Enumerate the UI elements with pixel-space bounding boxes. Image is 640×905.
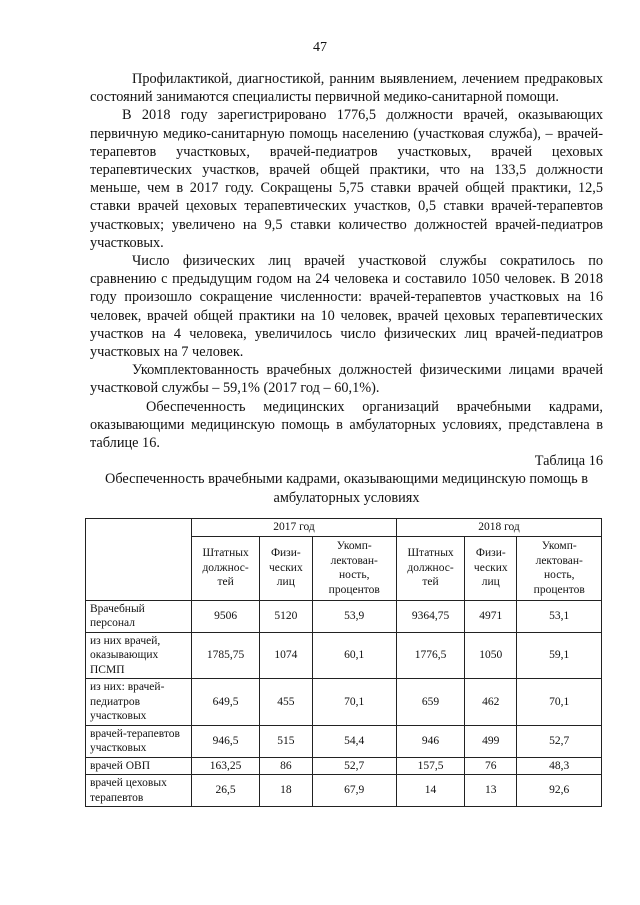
table-cell: 455 — [260, 679, 312, 726]
table-cell: 53,9 — [312, 600, 396, 632]
header-year-2018: 2018 год — [396, 519, 601, 537]
table-cell: 67,9 — [312, 775, 396, 807]
table-label: Таблица 16 — [534, 453, 603, 470]
page-number: 47 — [313, 40, 327, 55]
table-cell: 1074 — [260, 632, 312, 679]
table-row — [86, 725, 602, 757]
header-individuals: Физи-ческих лиц — [260, 536, 312, 600]
table-cell: 499 — [465, 725, 517, 757]
table-cell: 70,1 — [517, 679, 602, 726]
table-cell: 48,3 — [517, 757, 602, 775]
header-staffing-level: Укомп-лектован-ность, процентов — [517, 536, 602, 600]
table-cell: 76 — [465, 757, 517, 775]
table-row — [86, 600, 602, 632]
table-cell: 70,1 — [312, 679, 396, 726]
table-cell: 13 — [465, 775, 517, 807]
header-staff-positions: Штатных должнос-тей — [192, 536, 260, 600]
paragraph-4: Укомплектованность врачебных должностей физическими лицами врачей участковой службы – 59,1% (2017 год – 60,1%). — [90, 362, 603, 397]
table-cell: 1785,75 — [192, 632, 260, 679]
table-cell: 1776,5 — [396, 632, 464, 679]
table-cell: 52,7 — [517, 725, 602, 757]
table-title: Обеспеченность врачебными кадрами, оказывающими медицинскую помощь в амбулаторных условиях — [105, 471, 588, 506]
table-cell: 14 — [396, 775, 464, 807]
table-row — [86, 757, 602, 775]
table-row — [86, 775, 602, 807]
table-row — [86, 632, 602, 679]
header-individuals: Физи-ческих лиц — [465, 536, 517, 600]
table-cell: 649,5 — [192, 679, 260, 726]
paragraph-3: Число физических лиц врачей участковой службы сократилось по сравнению с предыдущим годом на 24 человека и составило 1050 человек. В 2018 году произошло сокращение численности: врачей-терапевтов участковых на 16 человек, врачей общей практики на 10 человек, врачей цеховых терапевтических участков на 4 человека, увеличилось число физических лиц врачей-педиатров участковых на 7 человек. — [90, 253, 603, 361]
table-cell: 1050 — [465, 632, 517, 679]
paragraph-2: В 2018 году зарегистрировано 1776,5 должности врачей, оказывающих первичную медико-санитарную помощь населению (участковая служба), – врачей-терапевтов участковых, врачей-педиатров участковых, врачей цеховых терапевтических участков, врачей общей практики, что на 133,5 должности меньше, чем в 2017 году. Сокращены 5,75 ставки врачей общей практики, 12,5 ставки врачей цеховых терапевтических участков, 0,5 ставки врачей-терапевтов участковых; увеличено на 9,5 ставки количество должностей врачей-педиатров участковых. — [90, 107, 603, 251]
table-cell: 26,5 — [192, 775, 260, 807]
paragraph-1: Профилактикой, диагностикой, ранним выявлением, лечением предраковых состояний занимаются специалисты первичной медико-санитарной помощи. — [90, 71, 603, 106]
header-staff-positions: Штатных должнос-тей — [396, 536, 464, 600]
row-label: врачей ОВП — [86, 757, 192, 775]
row-label: врачей-терапевтов участковых — [86, 725, 192, 757]
table-cell: 53,1 — [517, 600, 602, 632]
table-cell: 4971 — [465, 600, 517, 632]
row-label: Врачебный персонал — [86, 600, 192, 632]
table-cell: 86 — [260, 757, 312, 775]
table-cell: 515 — [260, 725, 312, 757]
header-staffing-level: Укомп-лектован-ность, процентов — [312, 536, 396, 600]
row-label: врачей цеховых терапевтов — [86, 775, 192, 807]
row-label: из них: врачей-педиатров участковых — [86, 679, 192, 726]
header-year-2017: 2017 год — [192, 519, 397, 537]
table-cell: 462 — [465, 679, 517, 726]
paragraph-5: Обеспеченность медицинских организаций врачебными кадрами, оказывающими медицинскую помощь в амбулаторных условиях, представлена в таблице 16. — [90, 398, 603, 452]
table-cell: 659 — [396, 679, 464, 726]
body-text — [90, 70, 603, 507]
table-cell: 5120 — [260, 600, 312, 632]
table-cell: 59,1 — [517, 632, 602, 679]
staffing-table — [85, 518, 602, 807]
table-cell: 54,4 — [312, 725, 396, 757]
row-label: из них врачей, оказывающих ПСМП — [86, 632, 192, 679]
table-cell: 92,6 — [517, 775, 602, 807]
table-corner-cell — [86, 519, 192, 601]
table-header-years — [86, 519, 602, 537]
table-cell: 163,25 — [192, 757, 260, 775]
table-cell: 9506 — [192, 600, 260, 632]
table-cell: 60,1 — [312, 632, 396, 679]
table-cell: 52,7 — [312, 757, 396, 775]
table-cell: 9364,75 — [396, 600, 464, 632]
table-row — [86, 679, 602, 726]
table-cell: 946,5 — [192, 725, 260, 757]
table-cell: 157,5 — [396, 757, 464, 775]
table-cell: 18 — [260, 775, 312, 807]
table-cell: 946 — [396, 725, 464, 757]
